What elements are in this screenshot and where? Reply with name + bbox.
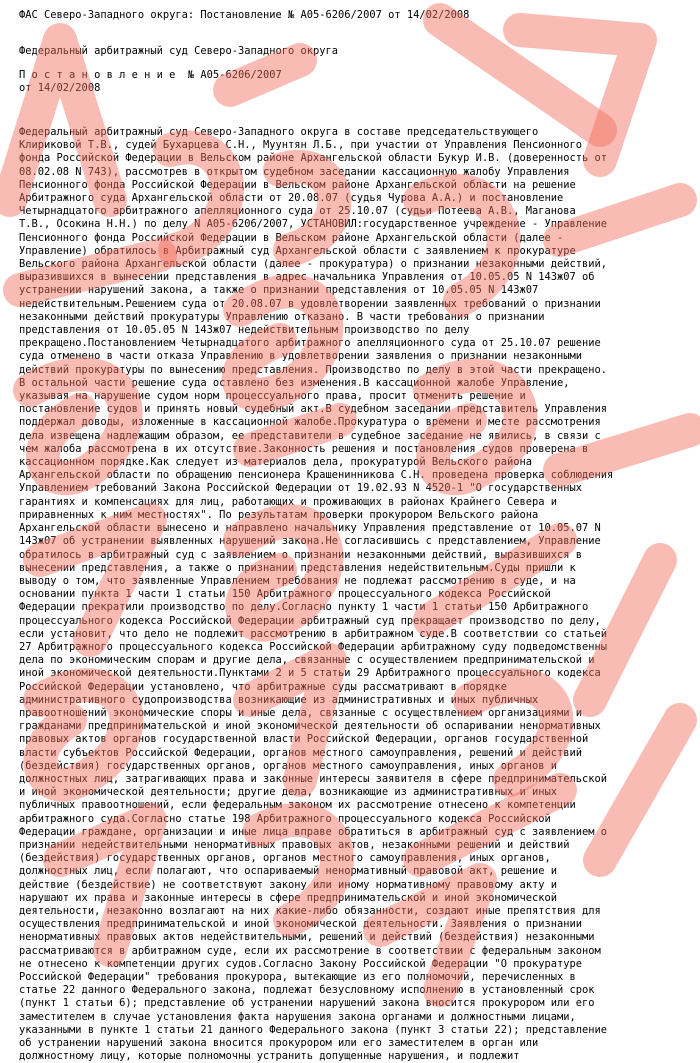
body-line: нарушают их права и законные интересы в сфере предпринимательской и иной экономической: [19, 891, 557, 904]
body-line: представления от 10.05.05 N 143ж07 недействительным производство по делу: [19, 324, 470, 337]
body-line: арбитражного суда.Согласно статье 198 Арбитражного процессуального кодекса Российской: [19, 812, 551, 825]
body-line: Архангельской области по обращению пенсионера Крашенинникова С.Н. проведена проверка соблюдения: [19, 469, 614, 482]
body-line: недействительным.Решением суда от 20.08.07 в удовлетворении заявленных требований о признании: [19, 297, 601, 310]
body-line: (бездействия) государственных органов, органов местного самоуправления, иных органов и: [19, 759, 557, 772]
body-line: рассматриваются в арбитражном суде, если их рассмотрение в соответствии с федеральным законом: [19, 944, 601, 957]
body-line: если установит, что дело не подлежит рассмотрению в арбитражном суде.В соответствии со статьей: [19, 627, 608, 640]
body-line: осуществления предпринимательской и иной экономической деятельности. Заявления о признании: [19, 918, 583, 931]
body-line: кассационном порядке.Как следует из материалов дела, прокуратурой Вельского района: [19, 456, 532, 469]
body-line: поддержал доводы, изложенные в кассационной жалобе.Прокуратура о времени и месте рассмотрения: [19, 416, 601, 429]
body-line: должностных лиц, если полагают, что оспариваемый ненормативный правовой акт, решение и: [19, 865, 557, 878]
body-line: указывая на нарушение судом норм процессуального права, просит отменить решение и: [19, 390, 526, 403]
body-line: деятельности, незаконно возлагают на них какие-либо обязанности, создают иные препятствия для: [19, 904, 601, 917]
document-date: от 14/02/2008: [19, 82, 101, 94]
document-body: [19, 126, 613, 1063]
body-line: власти субъектов Российской Федерации, органов местного самоуправления, решений и действий: [19, 746, 583, 759]
body-line: Российской Федерации установлено, что арбитражные суды рассматривают в порядке: [19, 680, 507, 693]
body-line: 08.02.08 N 743), рассмотрев в открытом судебном заседании кассационную жалобу Управления: [19, 165, 570, 178]
body-line: прекращено.Постановлением Четырнадцатого арбитражного апелляционного суда от 25.10.07 решение: [19, 337, 601, 350]
body-line: вынесении представления, а также о признании представления недействительным.Суды пришли к: [19, 561, 576, 574]
body-line: постановление судов и принять новый судебный акт.В судебном заседании представитель Управления: [19, 403, 608, 416]
body-line: Федеральный арбитражный суд Северо-Западного округа в составе председательствующего: [19, 126, 539, 138]
body-line: Пенсионного фонда Российской Федерации в Вельском районе Архангельской области на решение: [19, 178, 576, 191]
body-line: Пенсионного фонда Российской Федерации в Вельском районе Архангельской области (далее -: [19, 231, 564, 244]
body-line: выразившихся в вынесении представления в адрес начальника Управления от 10.05.05 N 143ж07 об: [19, 271, 595, 284]
body-line: Архангельской области вынесено и направлено начальнику Управления представление от 10.05.07 N: [19, 522, 601, 535]
watermark-stroke: [440, 20, 600, 130]
body-line: дела по экономическим спорам и другие дела, связанные с осуществлением предпринимательской и: [19, 654, 595, 667]
body-line: заместителем в случае установления факта нарушения закона органами и должностными лицами,: [19, 1010, 576, 1023]
body-line: обратилось в арбитражный суд с заявлением о признании незаконными действий, выразившихся в: [19, 548, 583, 561]
body-line: признании недействительными ненормативных правовых актов, незаконными решений и действий: [19, 838, 570, 851]
body-line: Арбитражного суда Архангельской области от 20.08.07 (судья Чурова А.А.) и постановление: [19, 192, 564, 205]
body-line: Клириковой Т.В., судей Бухарцева С.Н., Муунтян Л.Б., при участии от Управления Пенсионного: [19, 139, 583, 152]
body-line: Федерации граждане, организации и иные лица вправе обратиться в арбитражный суд с заявлением о: [19, 825, 608, 838]
body-line: указанными в пункте 1 статьи 21 данного Федерального закона (пункт 3 статьи 22); представление: [19, 1023, 608, 1036]
body-line: правовых актов органов государственной власти Российской Федерации, органов государственной: [19, 733, 589, 746]
body-line: Федерации прекратили производство по делу.Согласно пункту 1 части 1 статьи 150 Арбитражного: [19, 601, 589, 614]
body-line: незаконными действий прокуратуры Управлению отказано. В части требования о признании: [19, 310, 545, 323]
body-line: Управление) обратилось в Арбитражный суд Архангельской области с заявлением к прокуратуре: [19, 244, 576, 257]
body-line: 27 Арбитражного процессуального кодекса Российской Федерации арбитражному суду подведомственны: [19, 640, 608, 653]
body-line: устранении нарушений закона, а также о признании представления от 10.05.05 N 143ж07: [19, 284, 539, 297]
body-line: В остальной части решение суда оставлено без изменения.В кассационной жалобе Управление,: [19, 376, 570, 389]
body-line: гарантиях и компенсациях для лиц, работающих и проживающих в районах Крайнего Севера и: [19, 495, 557, 508]
body-line: Т.В., Осокина Н.Н.) по делу N А05-6206/2007, УСТАНОВИЛ:государственное учреждение - Управление: [19, 218, 608, 231]
body-line: дела извещена надлежащим образом, ее представители в судебное заседание не явились, в связи с: [19, 429, 601, 442]
body-line: Вельского района Архангельской области (далее - прокуратура) о признании незаконными действий,: [19, 258, 608, 271]
body-line: (бездействия) государственных органов, органов местного самоуправления, иных органов,: [19, 852, 551, 865]
body-line: процессуального кодекса Российской Федерации арбитражный суд прекращает производство по делу,: [19, 614, 601, 627]
source-header: ФАС Северо-Западного округа: Постановление № А05-6206/2007 от 14/02/2008: [19, 9, 470, 21]
body-line: Управлением требований Закона Российской Федерации от 19.02.93 N 4520-1 "О государственных: [19, 482, 583, 495]
body-line: должностному лицу, которые полномочны устранить допущенные нарушения, и подлежит: [19, 1050, 520, 1063]
body-line: не отнесено к компетенции других судов.Согласно Закону Российской Федерации "О прокуратуре: [19, 957, 583, 970]
body-line: (пункт 1 статьи 6); представление об устранении нарушений закона вносится прокурором или его: [19, 997, 595, 1010]
body-line: 143ж07 об устранении выявленных нарушений закона.Не согласившись с представлением, Управление: [19, 535, 601, 548]
body-line: иной экономической деятельности.Пунктами 2 и 5 статьи 29 Арбитражного процессуального кодекса: [19, 667, 601, 680]
body-line: статье 22 данного Федерального закона, подлежат безусловному исполнению в установленный срок: [19, 984, 595, 997]
body-line: действий прокуратуры по вынесению представления. Производство по делу в этой части прекращено.: [19, 363, 608, 376]
body-line: и иной экономической деятельности; другие дела, возникающие из административных и иных: [19, 786, 557, 799]
body-line: основании пункта 1 части 1 статьи 150 Арбитражного процессуального кодекса Российской: [19, 588, 551, 601]
body-line: должностных лиц, затрагивающих права и законные интересы заявителя в сфере предпринимательской: [19, 772, 608, 785]
body-line: правоотношений экономические споры и иные дела, связанные с осуществлением организациями и: [19, 706, 583, 719]
body-line: чем жалоба рассмотрена в их отсутствие.Законность решения и постановления судов проверена в: [19, 442, 589, 455]
body-line: суда отменено в части отказа Управлению в удовлетворении заявления о признании незаконными: [19, 350, 583, 363]
document-title: П о с т а н о в л е н и е № А05-6206/2007: [19, 69, 282, 81]
body-line: Российской Федерации" требования прокурора, вытекающие из его полномочий, перечисленных в: [19, 971, 576, 983]
body-line: приравненных к ним местностях". По результатам проверки прокурором Вельского района: [19, 508, 539, 521]
body-line: выводу о том, что заявленные Управлением требования не подлежат рассмотрению в суде, и на: [19, 574, 576, 587]
body-line: об устранении нарушений закона вносится прокурором или его заместителем в орган или: [19, 1037, 539, 1050]
body-line: действие (бездействие) не соответствуют закону или иному нормативному правовому акту и: [19, 878, 557, 891]
body-line: Четырнадцатого арбитражного апелляционного суда от 25.10.07 (судьи Потеева А.В., Маганова: [19, 205, 576, 218]
body-line: административного судопроизводства возникающие из административных и иных публичных: [19, 693, 539, 706]
body-line: гражданами предпринимательской и иной экономической деятельности об оспаривании ненормативных: [19, 720, 601, 733]
court-name: Федеральный арбитражный суд Северо-Западного округа: [19, 45, 339, 57]
body-line: публичных правоотношений, если федеральным законом их рассмотрение отнесено к компетенции: [19, 799, 576, 812]
body-line: фонда Российской Федерации в Вельском районе Архангельской области Букур И.В. (доверенность от: [19, 152, 608, 165]
body-line: ненормативных правовых актов недействительными, решений и действий (бездействия) незаконными: [19, 931, 595, 944]
